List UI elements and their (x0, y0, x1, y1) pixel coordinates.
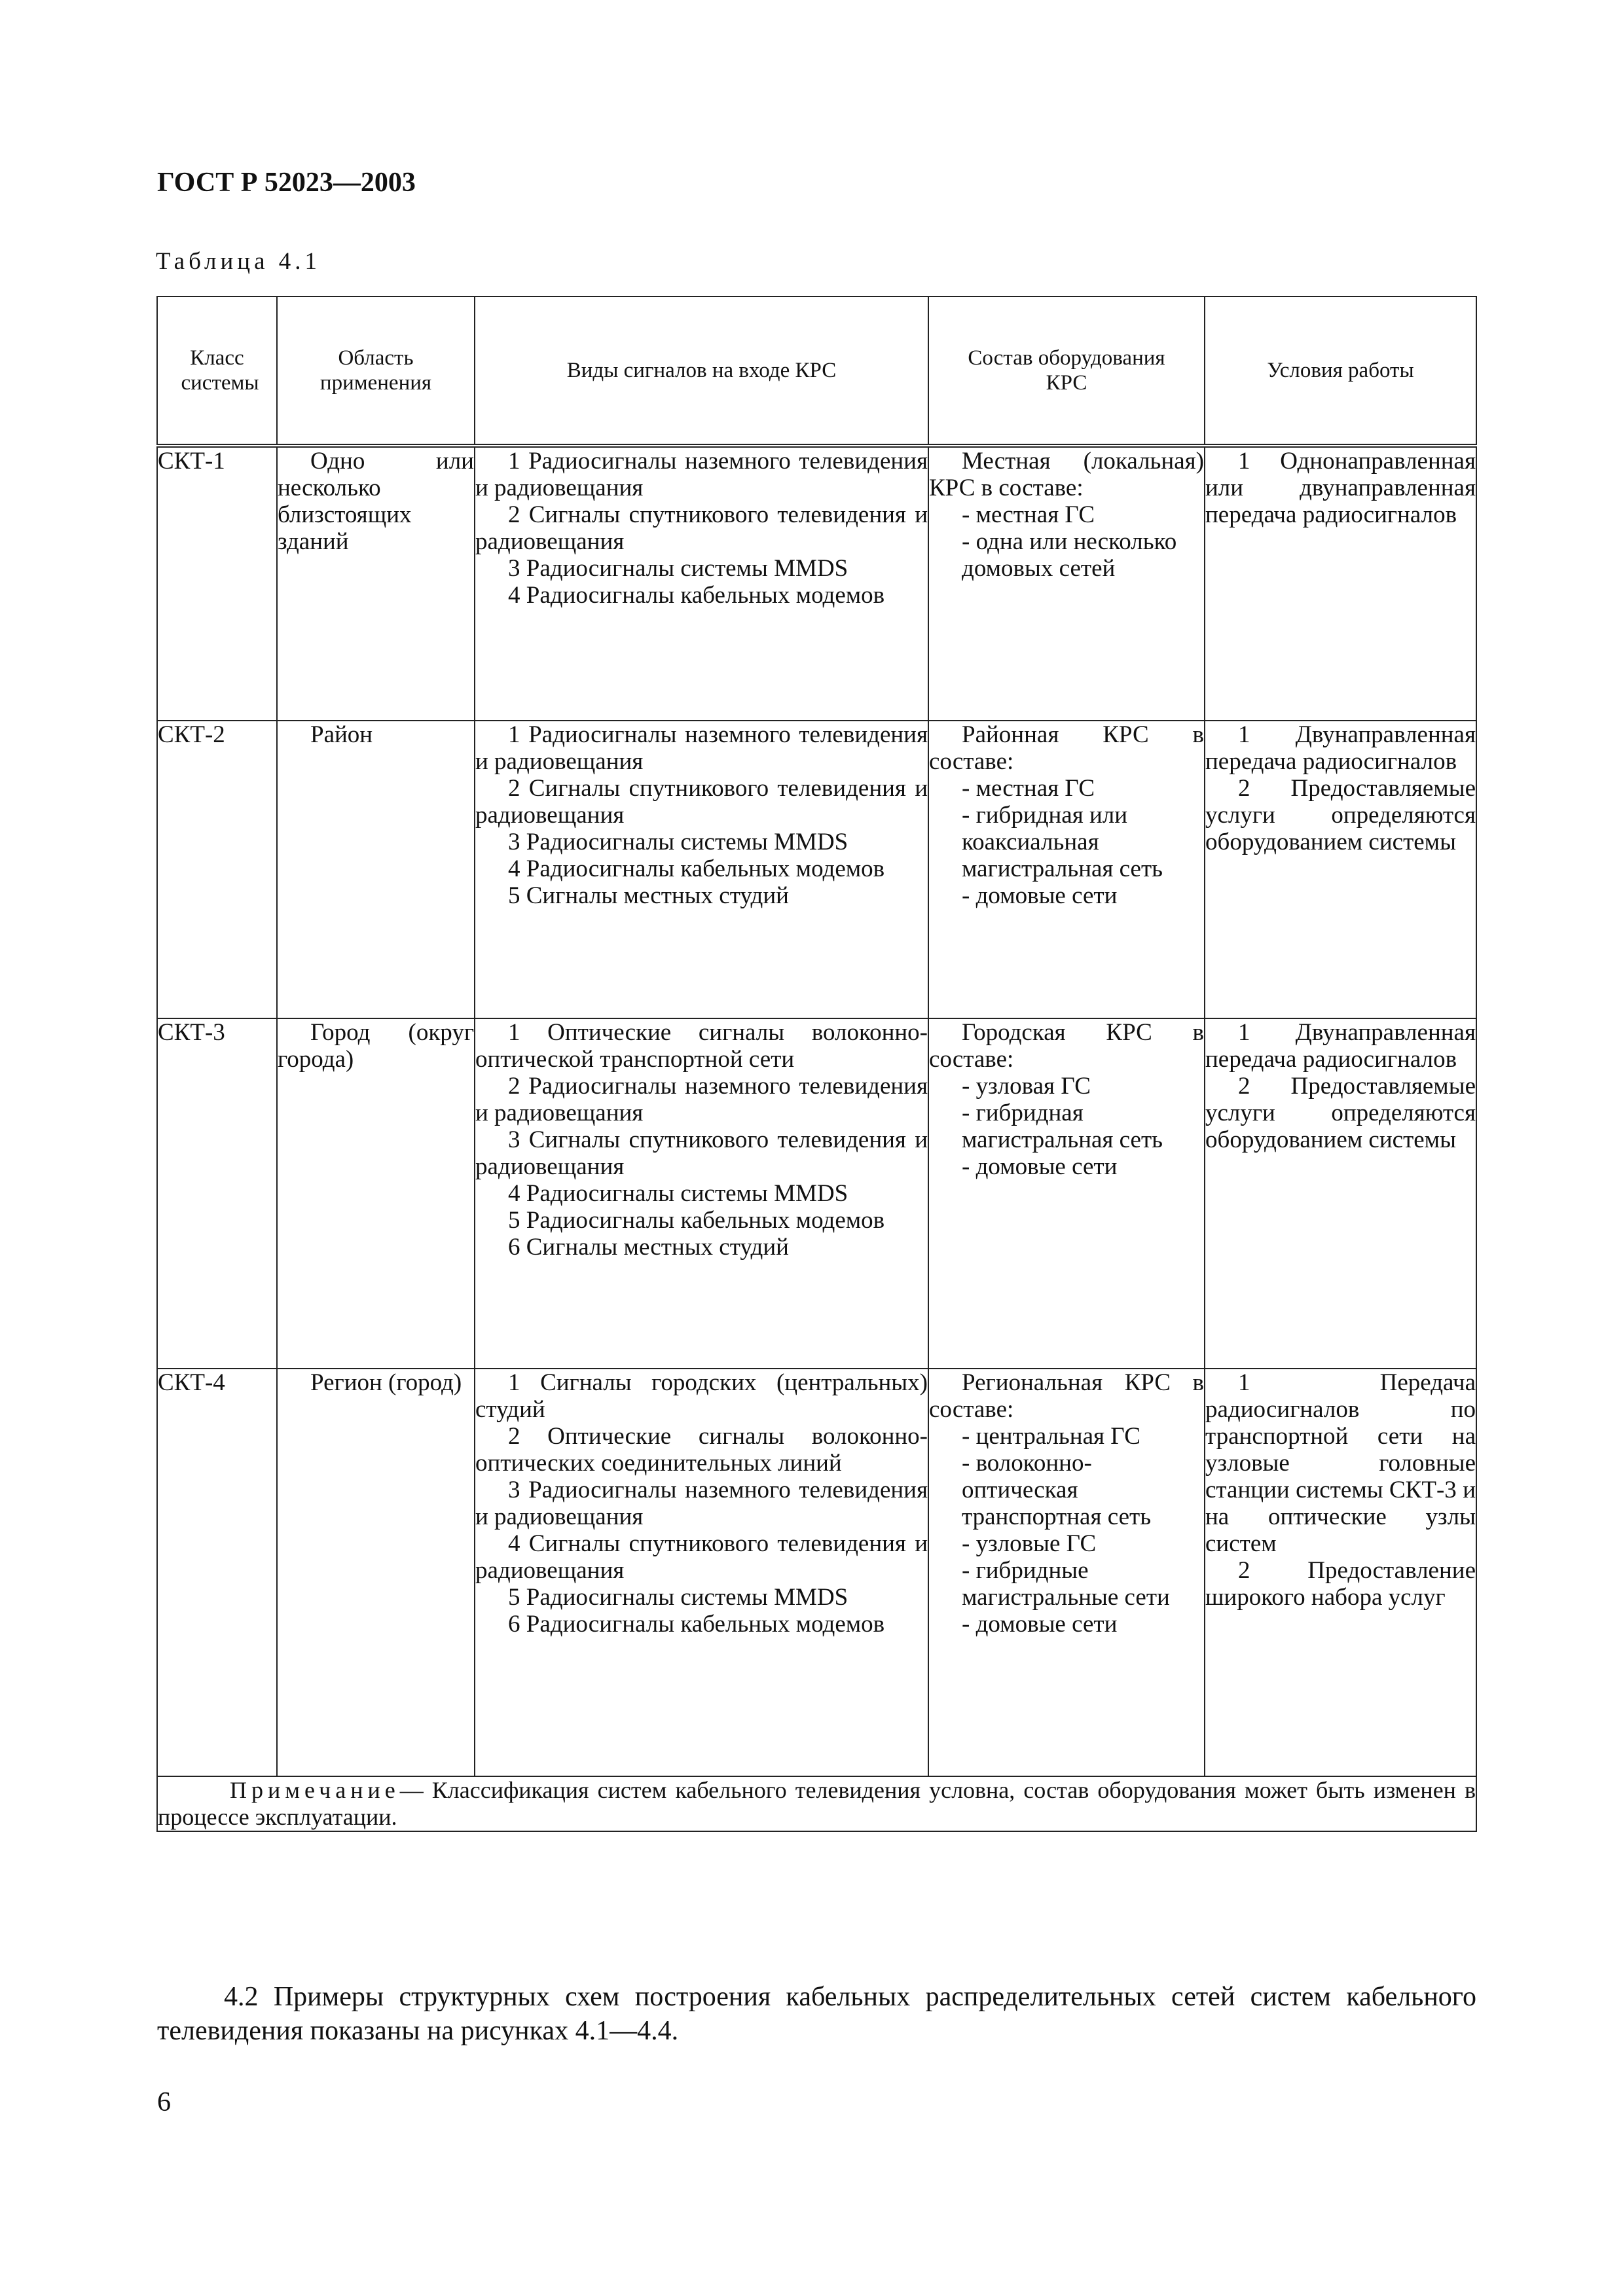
equipment-item: - волоконно-оптическая транспортная сеть (962, 1450, 1152, 1530)
equipment-cell (928, 1369, 1205, 1776)
equipment-item: - местная ГС (962, 775, 1095, 802)
signals-cell (475, 1018, 928, 1369)
equipment-item: - домовые сети (962, 1611, 1118, 1638)
conditions-cell (1205, 1369, 1476, 1776)
equipment-cell (928, 721, 1205, 1018)
equipment-intro: Региональная КРС в составе: (929, 1369, 1204, 1423)
signal-item: 4 Сигналы спутникового телевидения и радиовещания (475, 1530, 928, 1584)
equipment-item: - местная ГС (962, 501, 1095, 528)
signal-item: 5 Сигналы местных студий (508, 882, 789, 909)
condition-item: 1 Двунаправленная передача радиосигналов (1205, 721, 1476, 775)
equipment-intro: Местная (локальная) КРС в составе: (929, 448, 1204, 501)
note-text: — Классификация систем кабельного телевидения условна, состав оборудования может быть изменен в процессе эксплуатации. (158, 1777, 1476, 1830)
signal-item: 6 Радиосигналы кабельных модемов (508, 1611, 885, 1638)
equipment-intro: Городская КРС в составе: (929, 1019, 1204, 1073)
conditions-cell (1205, 721, 1476, 1018)
condition-item: 1 Двунаправленная передача радиосигналов (1205, 1019, 1476, 1073)
condition-item: 2 Предоставляемые услуги определяются оборудованием системы (1205, 1073, 1476, 1153)
document-header: ГОСТ Р 52023—2003 (157, 168, 416, 198)
equipment-item: - узловая ГС (962, 1073, 1091, 1100)
signal-item: 4 Радиосигналы кабельных модемов (508, 582, 885, 609)
col-header-conditions: Условия работы (1205, 296, 1476, 446)
equipment-item: - одна или несколько домовых сетей (962, 528, 1177, 582)
page-number: 6 (157, 2087, 171, 2117)
signal-item: 3 Радиосигналы системы MMDS (508, 829, 848, 855)
signal-item: 4 Радиосигналы кабельных модемов (508, 855, 885, 882)
conditions-cell (1205, 1018, 1476, 1369)
area-cell: Район (277, 721, 475, 1018)
conditions-cell (1205, 446, 1476, 721)
condition-item: 2 Предоставляемые услуги определяются оборудованием системы (1205, 775, 1476, 855)
equipment-cell (928, 446, 1205, 721)
signal-item: 3 Радиосигналы наземного телевидения и радиовещания (475, 1477, 928, 1530)
class-cell: СКТ-4 (157, 1369, 277, 1776)
note-row (157, 1776, 1476, 1831)
equipment-item: - гибридная магистральная сеть (962, 1100, 1163, 1153)
condition-item: 1 Передача радиосигналов по транспортной сети на узловые головные станции системы СКТ-3 и на оптические узлы систем (1205, 1369, 1476, 1557)
table-row (157, 1018, 1476, 1369)
equipment-item: - гибридная или коаксиальная магистральная сеть (962, 802, 1163, 882)
signal-item: 1 Радиосигналы наземного телевидения и радиовещания (475, 721, 928, 775)
equipment-item: - центральная ГС (962, 1423, 1140, 1450)
table-caption: Таблица 4.1 (156, 248, 321, 275)
signal-item: 5 Радиосигналы системы MMDS (508, 1584, 848, 1611)
signal-item: 1 Оптические сигналы волоконно-оптической транспортной сети (475, 1019, 928, 1073)
table-header-row (157, 296, 1476, 446)
equipment-item: - гибридные магистральные сети (962, 1557, 1170, 1611)
col-header-equipment: Состав оборудования КРС (928, 296, 1205, 446)
signal-item: 5 Радиосигналы кабельных модемов (508, 1207, 885, 1234)
area-cell: Город (округ города) (277, 1018, 475, 1369)
table-note (157, 1776, 1476, 1831)
class-cell: СКТ-1 (157, 446, 277, 721)
signal-item: 1 Сигналы городских (центральных) студий (475, 1369, 928, 1423)
signal-item: 6 Сигналы местных студий (508, 1234, 789, 1261)
class-cell: СКТ-2 (157, 721, 277, 1018)
signal-item: 2 Сигналы спутникового телевидения и радиовещания (475, 775, 928, 829)
signal-item: 2 Оптические сигналы волоконно-оптических соединительных линий (475, 1423, 928, 1477)
equipment-cell (928, 1018, 1205, 1369)
table-row (157, 721, 1476, 1018)
signals-cell (475, 446, 928, 721)
signal-item: 1 Радиосигналы наземного телевидения и радиовещания (475, 448, 928, 501)
area-cell: Одно или несколько близстоящих зданий (277, 446, 475, 721)
body-paragraph: 4.2 Примеры структурных схем построения кабельных распределительных сетей систем кабельного телевидения показаны на рисунках 4.1—4.4. (157, 1982, 1476, 2046)
note-label: Примечание (230, 1777, 400, 1803)
signals-cell (475, 1369, 928, 1776)
table-row (157, 1369, 1476, 1776)
signals-cell (475, 721, 928, 1018)
class-cell: СКТ-3 (157, 1018, 277, 1369)
col-header-class: Класс системы (157, 296, 277, 446)
classification-table (156, 296, 1477, 1832)
equipment-intro: Районная КРС в составе: (929, 721, 1204, 775)
signal-item: 2 Сигналы спутникового телевидения и радиовещания (475, 501, 928, 555)
signal-item: 3 Радиосигналы системы MMDS (508, 555, 848, 582)
equipment-item: - домовые сети (962, 1153, 1118, 1180)
equipment-item: - домовые сети (962, 882, 1118, 909)
col-header-signals: Виды сигналов на входе КРС (475, 296, 928, 446)
signal-item: 3 Сигналы спутникового телевидения и радиовещания (475, 1126, 928, 1180)
signal-item: 4 Радиосигналы системы MMDS (508, 1180, 848, 1207)
condition-item: 2 Предоставление широкого набора услуг (1205, 1557, 1476, 1611)
condition-item: 1 Однонаправленная или двунаправленная передача радиосигналов (1205, 448, 1476, 528)
area-cell: Регион (город) (277, 1369, 475, 1776)
table-row (157, 446, 1476, 721)
signal-item: 2 Радиосигналы наземного телевидения и радиовещания (475, 1073, 928, 1126)
equipment-item: - узловые ГС (962, 1530, 1097, 1557)
col-header-area: Область применения (277, 296, 475, 446)
